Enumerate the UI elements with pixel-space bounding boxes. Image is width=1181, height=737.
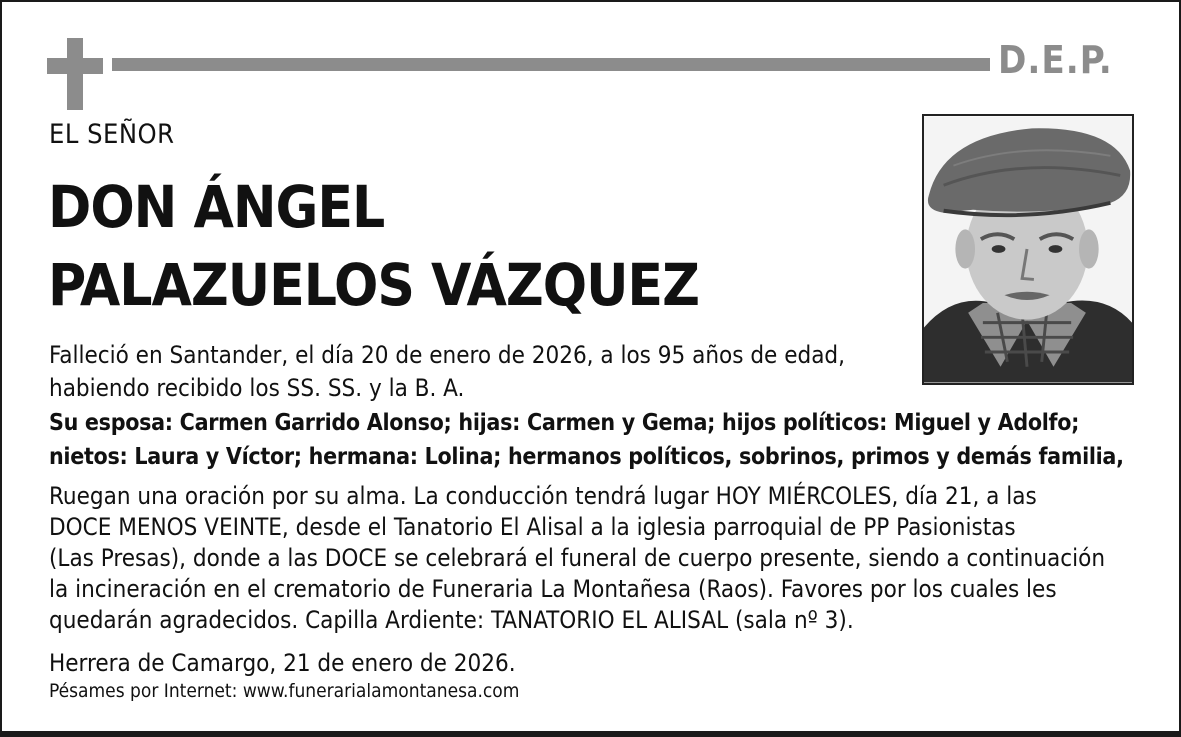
latin-cross-icon — [47, 38, 103, 110]
service-line: la incineración en el crematorio de Funeraria La Montañesa (Raos). Favores por los cuales les — [49, 575, 1057, 603]
dep-label: D.E.P. — [998, 38, 1113, 82]
death-line: habiendo recibido los SS. SS. y la B. A. — [49, 374, 465, 402]
honorific: EL SEÑOR — [49, 119, 175, 150]
portrait-photo — [922, 114, 1134, 385]
condolences-website[interactable]: Pésames por Internet: www.funerarialamontanesa.com — [49, 680, 520, 702]
service-details — [49, 481, 1105, 636]
header-rule — [112, 58, 990, 71]
service-line: Ruegan una oración por su alma. La conducción tendrá lugar HOY MIÉRCOLES, día 21, a las — [49, 482, 1037, 510]
family-list — [49, 406, 1124, 474]
family-line: nietos: Laura y Víctor; hermana: Lolina; hermanos políticos, sobrinos, primos y demás familia, — [49, 444, 1124, 470]
death-statement — [49, 339, 845, 405]
deceased-name-line-2: PALAZUELOS VÁZQUEZ — [48, 251, 699, 319]
death-line: Falleció en Santander, el día 20 de enero de 2026, a los 95 años de edad, — [49, 341, 845, 369]
service-line: quedarán agradecidos. Capilla Ardiente: TANATORIO EL ALISAL (sala nº 3). — [49, 606, 854, 634]
place-date: Herrera de Camargo, 21 de enero de 2026. — [49, 649, 516, 677]
family-line: Su esposa: Carmen Garrido Alonso; hijas: Carmen y Gema; hijos políticos: Miguel y Adolfo; — [49, 410, 1080, 436]
service-line: (Las Presas), donde a las DOCE se celebrará el funeral de cuerpo presente, siendo a continuación — [49, 544, 1105, 572]
portrait-illustration — [924, 116, 1132, 383]
service-line: DOCE MENOS VEINTE, desde el Tanatorio El Alisal a la iglesia parroquial de PP Pasionistas — [49, 513, 1016, 541]
deceased-name-line-1: DON ÁNGEL — [48, 173, 385, 241]
